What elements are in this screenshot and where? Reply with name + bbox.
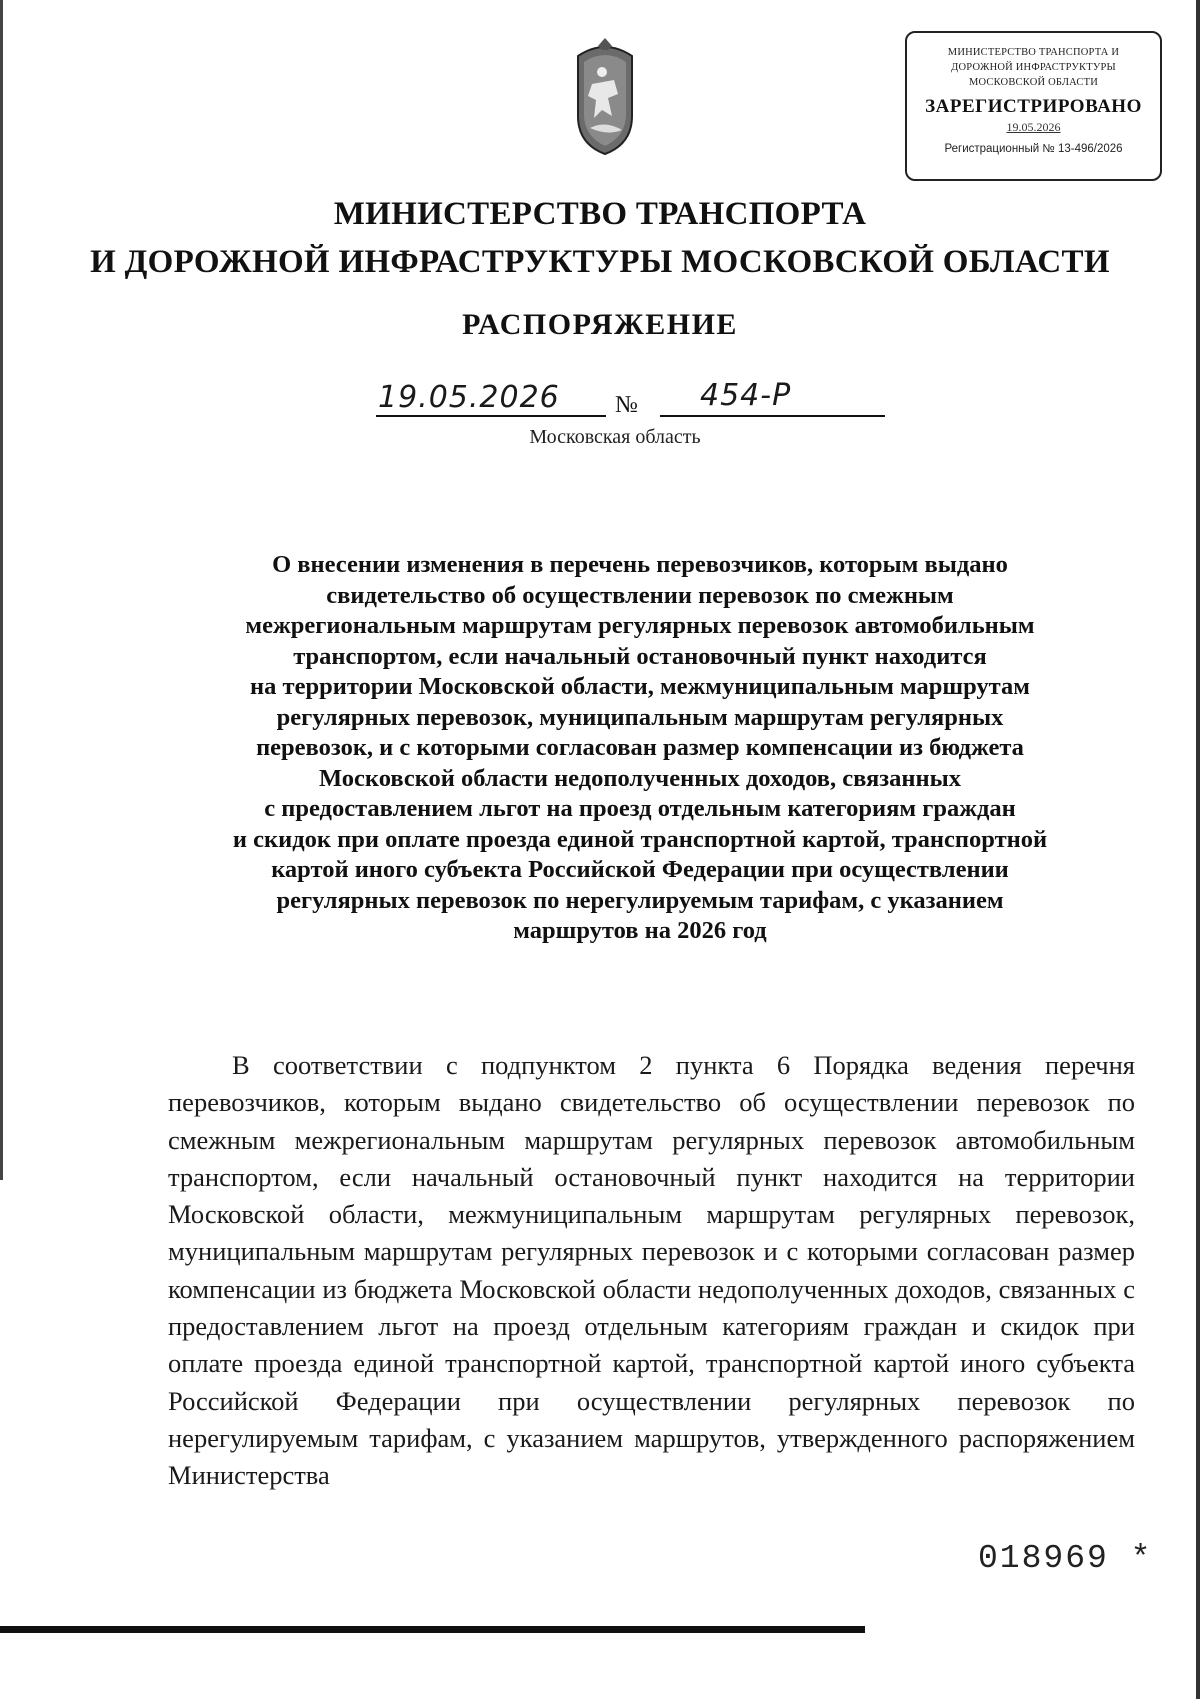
number-underline <box>660 415 885 417</box>
subject-line: на территории Московской области, межмуниципальным маршрутам <box>250 673 1030 700</box>
subject-line: маршрутов на 2026 год <box>513 917 767 944</box>
subject-line: картой иного субъекта Российской Федерации при осуществлении <box>271 856 1009 883</box>
ministry-line: МИНИСТЕРСТВО ТРАНСПОРТА <box>333 196 867 232</box>
document-serial-number: 018969 * <box>978 1540 1153 1577</box>
subject-line: свидетельство об осуществлении перевозок по смежным <box>326 581 954 609</box>
subject-line: О внесении изменения в перечень перевозчиков, которым выдано <box>272 551 1008 578</box>
stamp-date: 19.05.2026 <box>1006 120 1061 134</box>
ministry-line: И ДОРОЖНОЙ ИНФРАСТРУКТУРЫ МОСКОВСКОЙ ОБЛАСТИ <box>90 244 1110 280</box>
number-sign: № <box>615 392 638 418</box>
subject-line: регулярных перевозок по нерегулируемым тарифам, с указанием <box>276 886 1004 914</box>
stamp-org-line: МИНИСТЕРСТВО ТРАНСПОРТА И <box>947 47 1120 58</box>
subject-line: перевозок, и с которыми согласован размер компенсации из бюджета <box>256 734 1024 761</box>
subject-line: и скидок при оплате проезда единой транспортной картой, транспортной <box>232 825 1048 853</box>
stamp-reg-number: Регистрационный № 13-496/2026 <box>944 143 1123 155</box>
stamp-org-line: МОСКОВСКОЙ ОБЛАСТИ <box>968 77 1099 88</box>
body-paragraph-text: В соответствии с подпунктом 2 пункта 6 Порядка ведения перечня перевозчиков, которым выдано свидетельство об осуществлении перевозок по смежным межрегиональным маршрутам регулярных перевозок автомобильным транспортом, если начальный остановочный пункт находится на территории Московской области, межмуниципальным маршрутам регулярных перевозок, муниципальным маршрутам регулярных перевозок и с которыми согласован размер компенсации из бюджета Московской области недополученных доходов, связанных с предоставлением льгот на проезд отдельным категориям граждан и скидок при оплате проезда единой транспортной картой, транспортной картой иного субъекта Российской Федерации при осуществлении регулярных перевозок по нерегулируемым тарифам, с указанием маршрутов, утвержденного распоряжением Министерства <box>168 1050 1135 1491</box>
subject-line: Московской области недополученных доходов, связанных <box>318 764 961 792</box>
subject-line: с предоставлением льгот на проезд отдельным категориям граждан <box>264 795 1016 822</box>
document-type: РАСПОРЯЖЕНИЕ <box>462 308 738 341</box>
subject-line: межрегиональным маршрутам регулярных перевозок автомобильным <box>245 612 1035 639</box>
handwritten-date: 19.05.2026 <box>378 380 560 415</box>
body-paragraph <box>168 1047 1135 1495</box>
subject-line: транспортом, если начальный остановочный пункт находится <box>293 642 987 670</box>
scan-edge-left <box>0 0 3 1180</box>
subject-line: регулярных перевозок, муниципальным маршрутам регулярных <box>276 703 1004 731</box>
stamp-status: ЗАРЕГИСТРИРОВАНО <box>925 96 1142 117</box>
date-underline <box>376 415 606 417</box>
document-subject <box>160 550 1120 947</box>
bottom-scan-edge <box>0 1626 865 1633</box>
coat-of-arms-icon <box>568 36 642 156</box>
registration-stamp <box>905 31 1162 181</box>
stamp-org-line: ДОРОЖНОЙ ИНФРАСТРУКТУРЫ <box>951 62 1116 73</box>
ministry-name <box>0 190 1200 286</box>
place-of-issue: Московская область <box>529 426 701 448</box>
handwritten-number: 454-Р <box>700 378 792 413</box>
